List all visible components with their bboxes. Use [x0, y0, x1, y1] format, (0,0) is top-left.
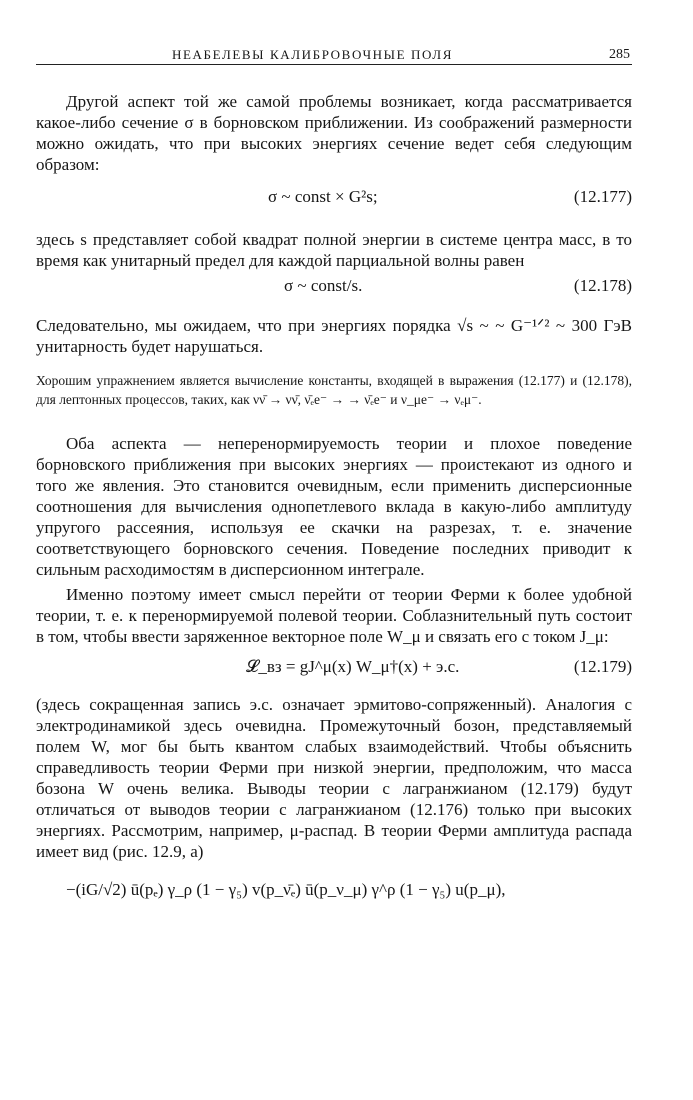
- decay-amplitude-formula: [36, 876, 632, 910]
- equation-formula: −(iG/√2) ū(pₑ) γ_ρ (1 − γ₅) v(p_ν̄ₑ) ū(p_ν_μ) γ^ρ (1 − γ₅) u(p_μ),: [66, 880, 506, 899]
- paragraph-3: Следовательно, мы ожидаем, что при энергиях порядка √s ~ ~ G⁻¹ᐟ² ~ 300 ГэВ унитарность будет нарушаться.: [36, 316, 632, 356]
- running-title: НЕАБЕЛЕВЫ КАЛИБРОВОЧНЫЕ ПОЛЯ: [172, 47, 453, 62]
- equation-number: (12.179): [573, 657, 632, 676]
- paragraph-2: здесь s представляет собой квадрат полной энергии в системе центра масс, в то время как унитарный предел для каждой парциальной волны равен: [36, 230, 632, 270]
- equation-12-179: [36, 655, 632, 678]
- paragraph-1: Другой аспект той же самой проблемы возникает, когда рассматривается какое-либо сечение σ в борновском приближении. Из соображений размерности можно ожидать, что при высоких энергиях сечение ведет себя следующим образом:: [36, 92, 632, 174]
- page-number: 285: [609, 47, 630, 62]
- page: [36, 38, 632, 910]
- equation-number: (12.178): [573, 276, 632, 295]
- equation-12-177: [36, 185, 632, 208]
- paragraph-4: Оба аспекта — неперенормируемость теории и плохое поведение борновского приближения при высоких энергиях — проистекают из одного и того же явления. Это становится очевидным, если применить дисперсионные соотношения для вычисления однопетлевого вклада в какую-либо амплитуду упругого рассеяния, используя ее скачки на разрезах, т. е. значение соответствующего борновского сечения. Поведение последних приводит к сильным расходимостям в дисперсионном интеграле.: [36, 434, 632, 579]
- running-header: [36, 38, 632, 65]
- equation-formula: σ ~ const × G²s;: [268, 187, 378, 206]
- paragraph-5: Именно поэтому имеет смысл перейти от теории Ферми к более удобной теории, т. е. к перенормируемой полевой теории. Соблазнительный путь состоит в том, чтобы ввести заряженное векторное поле W_μ и связать его с током J_μ:: [36, 585, 632, 646]
- equation-12-178: [36, 274, 632, 297]
- equation-formula: σ ~ const/s.: [284, 276, 363, 295]
- equation-number: (12.177): [573, 187, 632, 206]
- equation-formula: 𝓛_вз = gJ^μ(x) W_μ†(x) + э.с.: [246, 657, 460, 676]
- exercise-note: Хорошим упражнением является вычисление константы, входящей в выражения (12.177) и (12.178), для лептонных процессов, таких, как νν̄ → νν̄, ν̄ₑe⁻ → → ν̄ₑe⁻ и ν_μe⁻ → νₑμ⁻.: [36, 373, 632, 407]
- paragraph-6: (здесь сокращенная запись э.с. означает эрмитово-сопряженный). Аналогия с электродинамикой здесь очевидна. Промежуточный бозон, представляемый полем W, мог бы быть квантом слабых взаимодействий. Чтобы объяснить справедливость теории Ферми при низкой энергии, предположим, что масса бозона W очень велика. Выводы теории с лагранжианом (12.179) будут отличаться от выводов теории с лагранжианом (12.176) только при высоких энергиях. Рассмотрим, например, μ-распад. В теории Ферми амплитуда распада имеет вид (рис. 12.9, а): [36, 695, 632, 861]
